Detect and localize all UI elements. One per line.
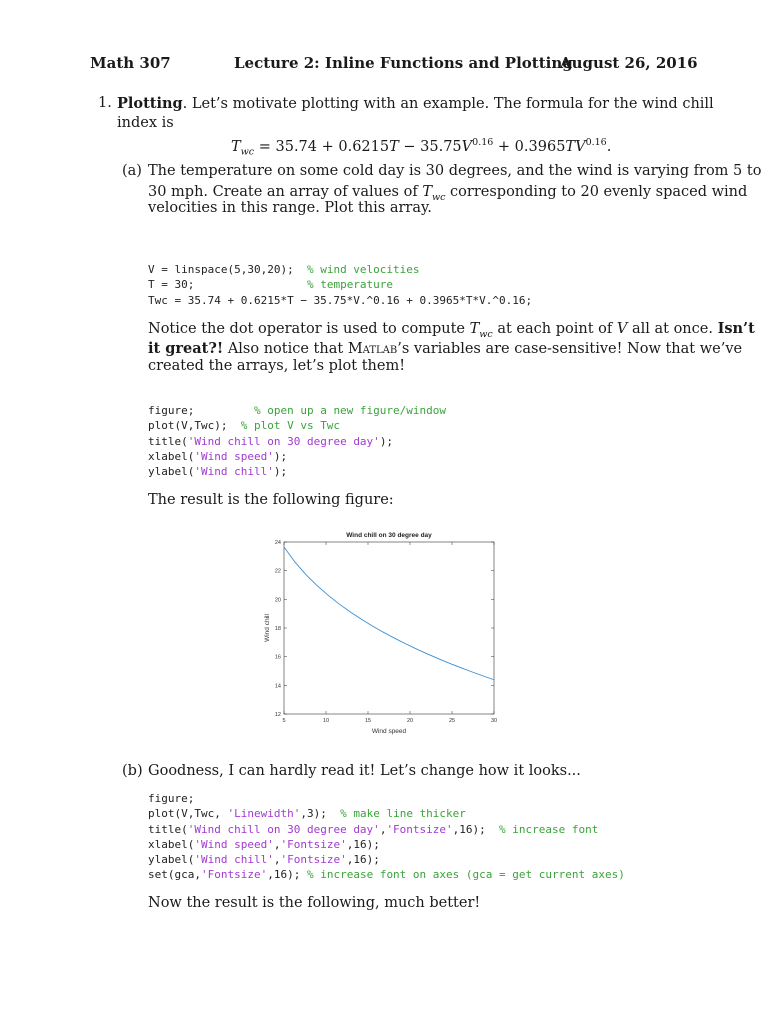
paragraph-dot-operator: Notice the dot operator is used to compute $T_{wc}$ at each point of V all at once. Isn’t	[148, 320, 755, 340]
y-tick-label: 20	[274, 597, 281, 604]
code-line: plot(V,Twc, 'Linewidth',3); % make line thicker	[148, 807, 466, 821]
code-line: xlabel('Wind speed');	[148, 449, 288, 463]
x-axis-label: Wind speed	[371, 728, 407, 735]
plot-frame	[284, 542, 494, 714]
x-tick-label: 30	[490, 718, 498, 724]
part-a-line3: velocities in this range. Plot this array.	[148, 200, 432, 216]
code-line: set(gca,'Fontsize',16); % increase font on axes (gca = get current axes)	[148, 868, 625, 882]
y-tick-label: 18	[274, 626, 281, 632]
code-line: xlabel('Wind speed','Fontsize',16);	[148, 837, 380, 851]
part-a-label: (a)	[122, 163, 142, 179]
intro-line2: index is	[117, 115, 174, 131]
code-line: T = 30; % temperature	[148, 278, 394, 292]
x-tick-label: 10	[322, 718, 330, 724]
code-line: V = linspace(5,30,20); % wind velocities	[148, 263, 420, 276]
lecture-date: August 26, 2016	[560, 54, 698, 72]
y-tick-label: 12	[274, 712, 281, 718]
code-line: Twc = 35.74 + 0.6215*T − 35.75*V.^0.16 + 0.3965*T*V.^0.16;	[148, 293, 533, 307]
paragraph-line3: created the arrays, let’s plot them!	[148, 358, 406, 374]
section-title: Plotting	[117, 95, 183, 112]
code-line: title('Wind chill on 30 degree day','Fontsize',16); % increase font	[148, 822, 599, 836]
course-name: Math 307	[90, 54, 171, 72]
wind-chill-formula: $T_{wc} = 35.74 + 0.6215T - 35.75V^{0.16} + 0.3965TV^{0.16}$.	[231, 137, 612, 158]
paragraph-line2: it great?! Also notice that Matlab’s variables are case-sensitive! Now that we’ve	[148, 340, 743, 357]
code-line: ylabel('Wind chill');	[148, 465, 288, 479]
chart-title: Wind chill on 30 degree day	[346, 532, 432, 539]
y-tick-label: 16	[274, 654, 281, 661]
code-line: figure; % open up a new figure/window	[148, 404, 447, 417]
part-b-label: (b)	[122, 763, 143, 779]
x-tick-label: 5	[282, 718, 286, 724]
y-tick-label: 14	[274, 683, 281, 690]
result-caption: The result is the following figure:	[148, 492, 394, 508]
section-number: 1.	[98, 95, 112, 111]
part-a-line1: The temperature on some cold day is 30 degrees, and the wind is varying from 5 to	[148, 163, 762, 179]
code-block-2	[148, 403, 446, 479]
part-b-result: Now the result is the following, much better!	[148, 895, 481, 911]
part-b-text: Goodness, I can hardly read it! Let’s change how it looks...	[148, 763, 581, 779]
x-tick-label: 20	[406, 718, 414, 724]
y-axis-label: Wind chill	[264, 614, 271, 642]
section-intro	[117, 93, 714, 115]
code-block-3	[148, 791, 625, 883]
y-tick-label: 24	[274, 540, 281, 546]
part-a-line2: 30 mph. Create an array of values of $T_{wc}$ corresponding to 20 evenly spaced wind	[148, 184, 748, 203]
code-line: figure;	[148, 792, 195, 805]
x-tick-label: 15	[364, 718, 372, 724]
intro-text: . Let’s motivate plotting with an example. The formula for the wind chill	[182, 96, 714, 112]
code-line: plot(V,Twc); % plot V vs Twc	[148, 419, 341, 433]
chart-axes	[275, 540, 497, 724]
code-line: ylabel('Wind chill','Fontsize',16);	[148, 853, 380, 867]
code-block-1	[148, 262, 532, 308]
code-line: title('Wind chill on 30 degree day');	[148, 434, 394, 448]
wind-chill-figure	[256, 526, 512, 742]
y-tick-label: 22	[274, 568, 281, 575]
x-tick-label: 25	[448, 718, 456, 724]
lecture-title: Lecture 2: Inline Functions and Plotting	[234, 54, 573, 72]
